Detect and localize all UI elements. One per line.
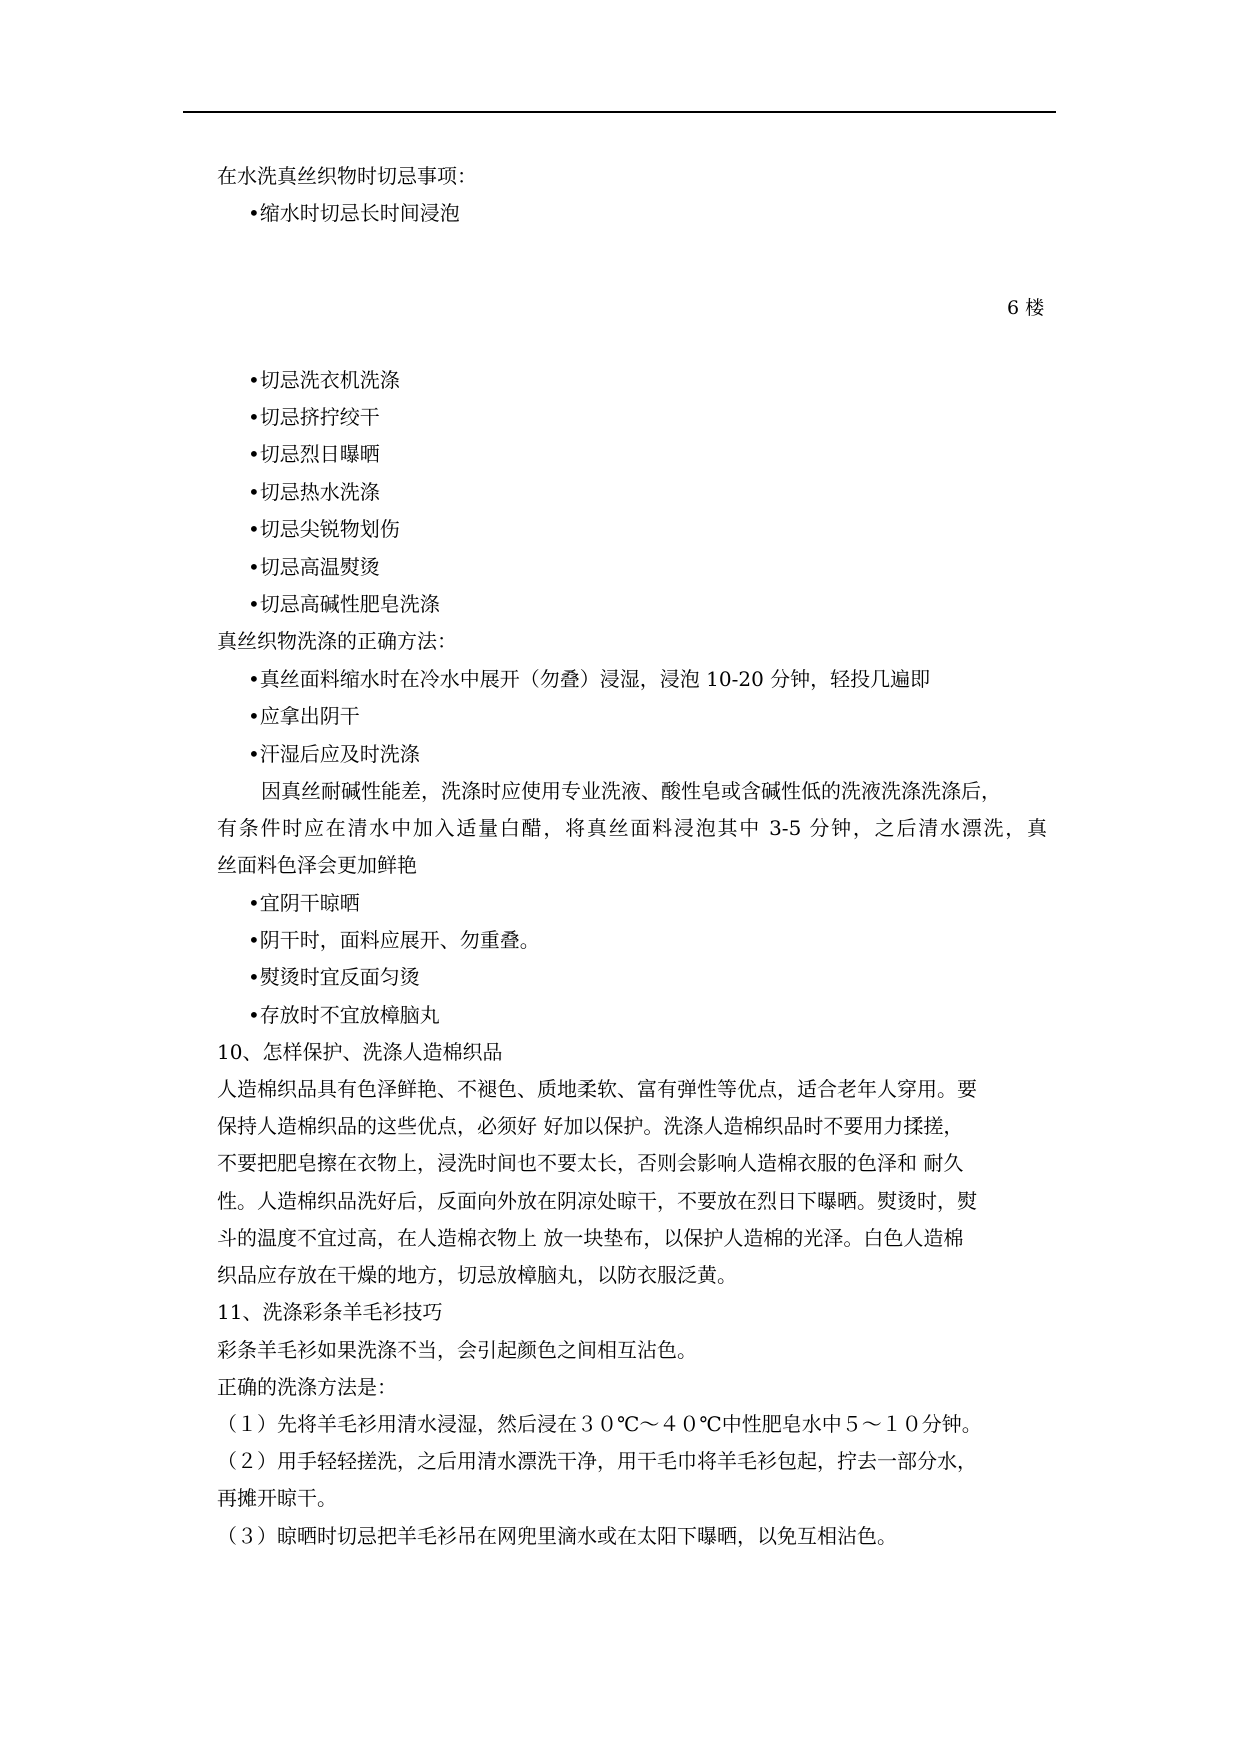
bullet-line: •真丝面料缩水时在冷水中展开（勿叠）浸湿，浸泡 10-20 分钟，轻投几遍即 (248, 667, 931, 691)
bullet-line: •应拿出阴干 (248, 704, 360, 728)
bullet-line: •切忌挤拧绞干 (248, 405, 380, 429)
bullet-line: •存放时不宜放樟脑丸 (248, 1003, 440, 1027)
paragraph-line: 织品应存放在干燥的地方，切忌放樟脑丸，以防衣服泛黄。 (217, 1263, 737, 1287)
paragraph-line: 正确的洗涤方法是： (217, 1375, 397, 1399)
paragraph-line: 斗的温度不宜过高，在人造棉衣物上 放一块垫布，以保护人造棉的光泽。白色人造棉 (217, 1226, 964, 1250)
section-heading: 11、洗涤彩条羊毛衫技巧 (217, 1300, 443, 1324)
bullet-line: •切忌热水洗涤 (248, 480, 380, 504)
bullet-line: •切忌高碱性肥皂洗涤 (248, 592, 440, 616)
section-heading: 10、怎样保护、洗涤人造棉织品 (217, 1040, 503, 1064)
bullet-line: •熨烫时宜反面匀烫 (248, 965, 420, 989)
section-heading: 真丝织物洗涤的正确方法： (217, 629, 457, 653)
paragraph-line: 有条件时应在清水中加入适量白醋，将真丝面料浸泡其中 3-5 分钟，之后清水漂洗，真 (217, 816, 1047, 840)
text-line: 在水洗真丝织物时切忌事项： (217, 164, 477, 188)
bullet-line: •切忌尖锐物划伤 (248, 517, 400, 541)
bullet-line: •切忌洗衣机洗涤 (248, 368, 400, 392)
paragraph-line: 彩条羊毛衫如果洗涤不当，会引起颜色之间相互沾色。 (217, 1338, 697, 1362)
paragraph-line: 人造棉织品具有色泽鲜艳、不褪色、质地柔软、富有弹性等优点，适合老年人穿用。要 (217, 1077, 977, 1101)
paragraph-line: 保持人造棉织品的这些优点，必须好 好加以保护。洗涤人造棉织品时不要用力揉搓， (217, 1114, 964, 1138)
paragraph-line: 丝面料色泽会更加鲜艳 (217, 853, 417, 877)
step-line: （３）晾晒时切忌把羊毛衫吊在网兜里滴水或在太阳下曝晒，以免互相沾色。 (217, 1524, 897, 1548)
paragraph-line: 不要把肥皂擦在衣物上，浸洗时间也不要太长，否则会影响人造棉衣服的色泽和 耐久 (217, 1151, 964, 1175)
bullet-line: •汗湿后应及时洗涤 (248, 742, 420, 766)
bullet-line: •切忌高温熨烫 (248, 555, 380, 579)
step-line: （１）先将羊毛衫用清水浸湿，然后浸在３０℃～４０℃中性肥皂水中５～１０分钟。 (217, 1412, 982, 1436)
bullet-line: •宜阴干晾晒 (248, 891, 360, 915)
floor-label: 6 楼 (1007, 297, 1045, 319)
step-line: （２）用手轻轻搓洗，之后用清水漂洗干净，用干毛巾将羊毛衫包起，拧去一部分水， (217, 1449, 977, 1473)
header-rule (183, 111, 1056, 113)
step-line: 再摊开晾干。 (217, 1486, 337, 1510)
bullet-line: •缩水时切忌长时间浸泡 (248, 201, 460, 225)
paragraph-line: 性。人造棉织品洗好后，反面向外放在阴凉处晾干，不要放在烈日下曝晒。熨烫时，熨 (217, 1189, 977, 1213)
paragraph-line: 因真丝耐碱性能差，洗涤时应使用专业洗液、酸性皂或含碱性低的洗液洗涤洗涤后， (261, 779, 1001, 803)
bullet-line: •切忌烈日曝晒 (248, 442, 380, 466)
bullet-line: •阴干时，面料应展开、勿重叠。 (248, 928, 540, 952)
